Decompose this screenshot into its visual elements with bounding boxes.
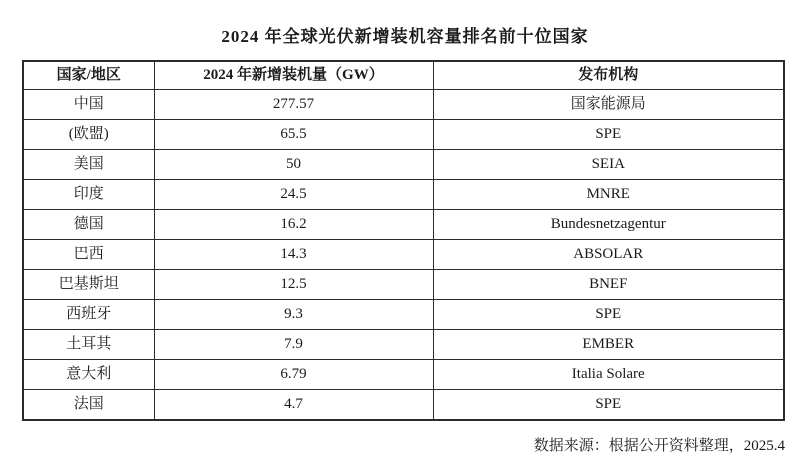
table-row (23, 240, 784, 270)
cell-country: 意大利 (23, 360, 154, 390)
cell-country: 印度 (23, 180, 154, 210)
table-row (23, 150, 784, 180)
cell-country: 土耳其 (23, 330, 154, 360)
cell-capacity: 50 (154, 150, 433, 180)
cell-source: 国家能源局 (433, 90, 784, 120)
cell-capacity: 16.2 (154, 210, 433, 240)
cell-source: SPE (433, 390, 784, 421)
header-source: 发布机构 (433, 61, 784, 90)
cell-country: 美国 (23, 150, 154, 180)
table-row (23, 360, 784, 390)
table-row (23, 90, 784, 120)
cell-source: SPE (433, 120, 784, 150)
table-header (23, 61, 784, 90)
cell-source: Italia Solare (433, 360, 784, 390)
cell-country: (欧盟) (23, 120, 154, 150)
cell-capacity: 7.9 (154, 330, 433, 360)
cell-capacity: 4.7 (154, 390, 433, 421)
cell-capacity: 277.57 (154, 90, 433, 120)
cell-capacity: 9.3 (154, 300, 433, 330)
header-capacity: 2024 年新增装机量（GW） (154, 61, 433, 90)
table-header-row (23, 61, 784, 90)
cell-country: 法国 (23, 390, 154, 421)
table-row (23, 330, 784, 360)
cell-source: MNRE (433, 180, 784, 210)
capacity-ranking-table (22, 60, 785, 421)
cell-source: EMBER (433, 330, 784, 360)
cell-capacity: 12.5 (154, 270, 433, 300)
table-row (23, 390, 784, 421)
cell-capacity: 6.79 (154, 360, 433, 390)
cell-capacity: 14.3 (154, 240, 433, 270)
cell-country: 中国 (23, 90, 154, 120)
table-body (23, 90, 784, 421)
cell-source: Bundesnetzagentur (433, 210, 784, 240)
cell-source: SPE (433, 300, 784, 330)
table-row (23, 210, 784, 240)
cell-source: ABSOLAR (433, 240, 784, 270)
header-country: 国家/地区 (23, 61, 154, 90)
cell-country: 西班牙 (23, 300, 154, 330)
table-row (23, 300, 784, 330)
table-row (23, 270, 784, 300)
data-source-note: 数据来源：根据公开资料整理，2025.4 (533, 438, 785, 454)
cell-source: SEIA (433, 150, 784, 180)
cell-country: 巴西 (23, 240, 154, 270)
cell-country: 巴基斯坦 (23, 270, 154, 300)
table-row (23, 120, 784, 150)
cell-capacity: 24.5 (154, 180, 433, 210)
table-row (23, 180, 784, 210)
page-title: 2024 年全球光伏新增装机容量排名前十位国家 (221, 27, 589, 46)
cell-capacity: 65.5 (154, 120, 433, 150)
cell-country: 德国 (23, 210, 154, 240)
cell-source: BNEF (433, 270, 784, 300)
